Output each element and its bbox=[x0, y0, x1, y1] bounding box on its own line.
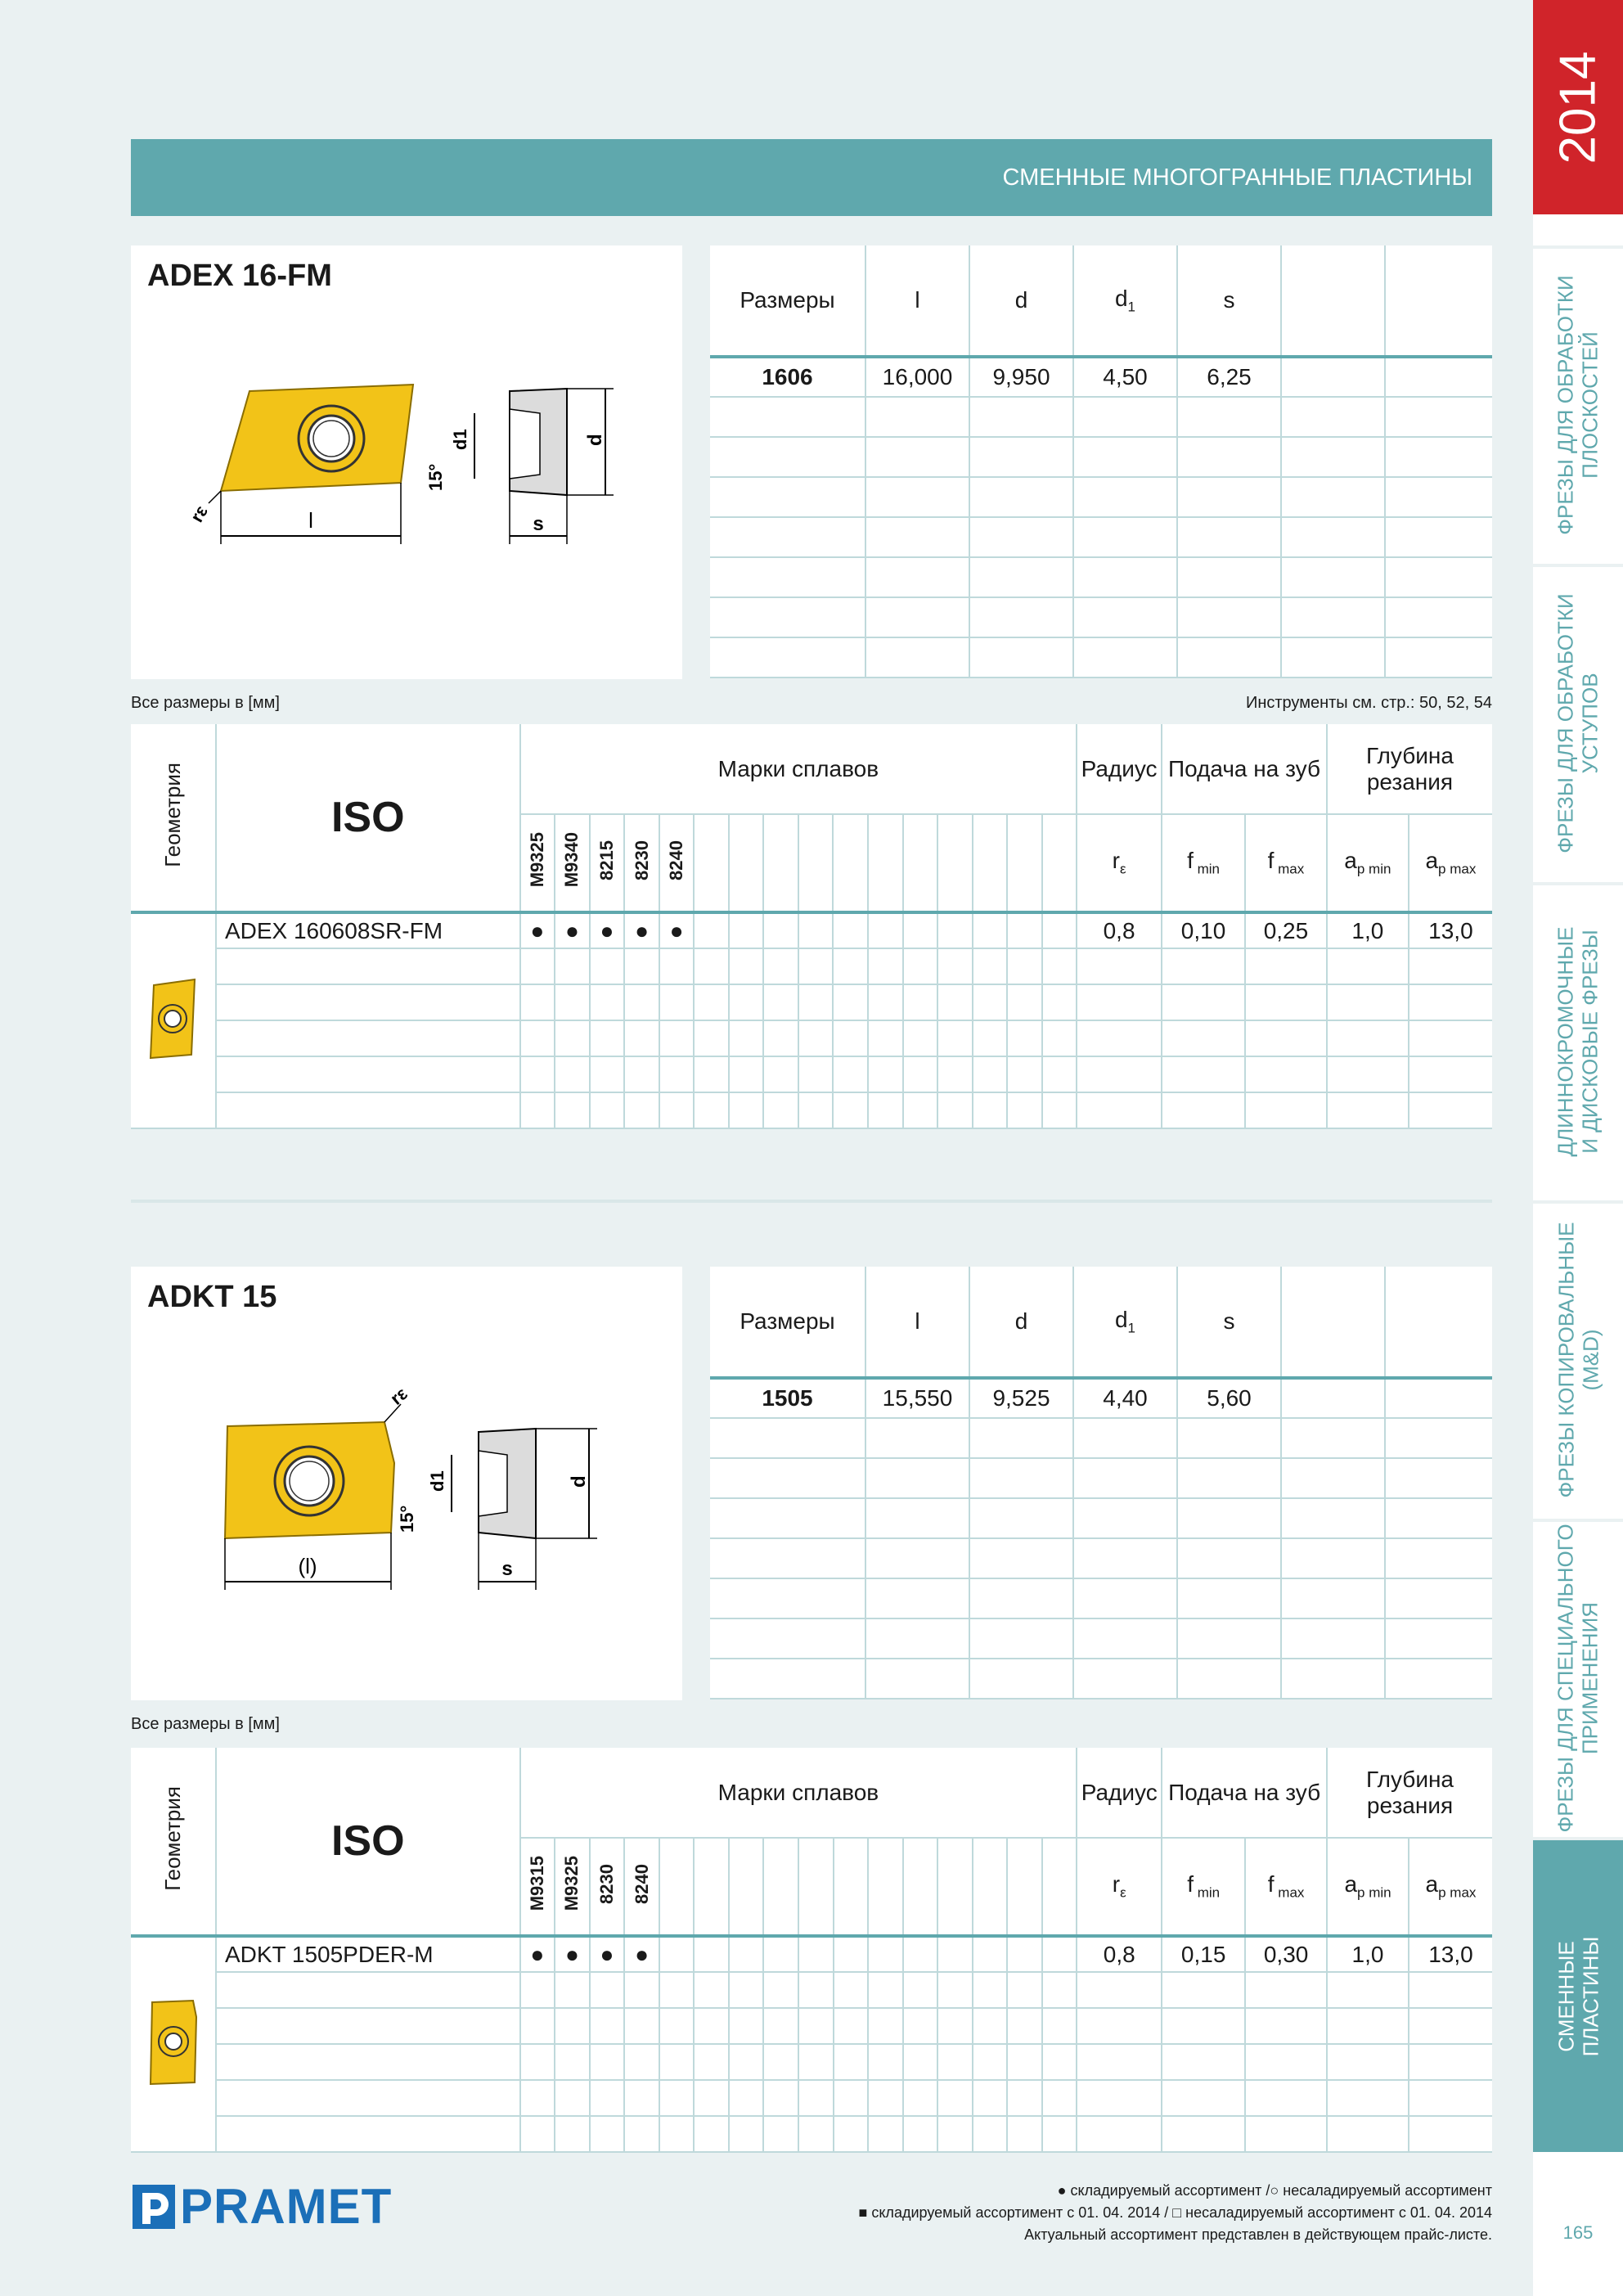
dim-cell: 16,000 bbox=[865, 357, 969, 397]
section-header-title: СМЕННЫЕ МНОГОГРАННЫЕ ПЛАСТИНЫ bbox=[1002, 164, 1472, 191]
svg-text:d: d bbox=[584, 434, 606, 446]
insert-drawing bbox=[131, 1267, 682, 1700]
dim-header: s bbox=[1177, 1267, 1281, 1378]
product-title: ADEX 16-FM bbox=[147, 259, 332, 293]
iso-header: ISO bbox=[216, 1748, 520, 1936]
svg-text:15°: 15° bbox=[397, 1505, 417, 1533]
grade-col: 8215 bbox=[590, 814, 625, 912]
svg-text:l: l bbox=[308, 508, 313, 533]
insert-thumbnail bbox=[131, 1936, 216, 2152]
sidebar bbox=[1533, 0, 1623, 2296]
grade-col: 8240 bbox=[659, 814, 695, 912]
dim-cell: 5,60 bbox=[1177, 1378, 1281, 1418]
insert-drawing-panel bbox=[131, 1267, 682, 1700]
grade-col: 8240 bbox=[624, 1838, 659, 1936]
svg-text:s: s bbox=[501, 1558, 513, 1580]
svg-text:15°: 15° bbox=[425, 463, 446, 491]
svg-text:(l): (l) bbox=[298, 1554, 317, 1578]
grade-col: M9325 bbox=[555, 1838, 590, 1936]
grades-header: Марки сплавов bbox=[520, 1748, 1077, 1838]
units-note: Все размеры в [мм] bbox=[131, 694, 280, 712]
depth-header: Глубина резания bbox=[1327, 1748, 1492, 1838]
apmax-subheader: $a_{p max}$ bbox=[1409, 1838, 1492, 1936]
tab-face-milling[interactable]: ФРЕЗЫ ДЛЯ ОБРАБОТКИ ПЛОСКОСТЕЙ bbox=[1533, 245, 1623, 560]
dim-header: l bbox=[865, 245, 969, 357]
apmin-subheader: $a_{p min}$ bbox=[1327, 814, 1409, 912]
table-row: ADEX 160608SR-FM ● ● ● ● ● 0,8 0,10 0,25 1,0 13,0 bbox=[131, 912, 1492, 948]
r-subheader: $r_\varepsilon$ bbox=[1077, 1838, 1162, 1936]
feed-header: Подача на зуб bbox=[1162, 1748, 1327, 1838]
svg-text:rε: rε bbox=[186, 502, 212, 526]
grade-col: M9315 bbox=[520, 1838, 555, 1936]
grade-col: M9325 bbox=[520, 814, 555, 912]
product-title: ADKT 15 bbox=[147, 1280, 277, 1314]
depth-header: Глубина резания bbox=[1327, 724, 1492, 814]
tab-long-edge-cutters[interactable]: ДЛИННОКРОМОЧНЫЕ И ДИСКОВЫЕ ФРЕЗЫ bbox=[1533, 882, 1623, 1197]
dim-cell: 4,40 bbox=[1073, 1378, 1177, 1418]
grades-table bbox=[131, 1748, 1492, 2153]
dim-cell: 6,25 bbox=[1177, 357, 1281, 397]
dim-header: $d_1$ bbox=[1073, 1267, 1177, 1378]
dim-header: d bbox=[969, 1267, 1073, 1378]
dim-cell: 9,525 bbox=[969, 1378, 1073, 1418]
dim-header: s bbox=[1177, 245, 1281, 357]
insert-code: ADEX 160608SR-FM bbox=[216, 912, 520, 948]
svg-text:d1: d1 bbox=[450, 429, 470, 450]
pramet-logo-icon bbox=[131, 2183, 177, 2231]
tab-special-milling[interactable]: ФРЕЗЫ ДЛЯ СПЕЦИАЛЬНОГО ПРИМЕНЕНИЯ bbox=[1533, 1519, 1623, 1834]
dim-cell: 4,50 bbox=[1073, 357, 1177, 397]
apmin-subheader: $a_{p min}$ bbox=[1327, 1838, 1409, 1936]
tab-copy-milling[interactable]: ФРЕЗЫ КОПИРОВАЛЬНЫЕ (M&D) bbox=[1533, 1200, 1623, 1515]
grades-header: Марки сплавов bbox=[520, 724, 1077, 814]
svg-text:d: d bbox=[568, 1475, 590, 1488]
dim-cell: 15,550 bbox=[865, 1378, 969, 1418]
grade-col: 8230 bbox=[624, 814, 659, 912]
dim-size-code: 1606 bbox=[710, 357, 865, 397]
legend-line-1: ● складируемый ассортимент /○ несаладируемый ассортимент bbox=[1057, 2182, 1492, 2199]
dim-header: d bbox=[969, 245, 1073, 357]
fmin-subheader: f $_{min}$ bbox=[1162, 1838, 1245, 1936]
dim-cell: 9,950 bbox=[969, 357, 1073, 397]
page-number: 165 bbox=[1562, 2222, 1594, 2243]
geometry-header: Геометрия bbox=[131, 724, 216, 912]
insert-drawing-panel bbox=[131, 245, 682, 679]
dim-header: l bbox=[865, 1267, 969, 1378]
units-note: Все размеры в [мм] bbox=[131, 1715, 280, 1733]
dim-header: $d_1$ bbox=[1073, 245, 1177, 357]
fmax-subheader: f $_{max}$ bbox=[1245, 814, 1327, 912]
pramet-logo: PRAMET bbox=[131, 2178, 392, 2235]
footer-legend bbox=[858, 2180, 1492, 2246]
section-header-bar bbox=[131, 139, 1492, 216]
year-badge: 2014 bbox=[1533, 0, 1623, 214]
iso-header: ISO bbox=[216, 724, 520, 912]
tools-reference: Инструменты см. стр.: 50, 52, 54 bbox=[1245, 694, 1492, 712]
svg-text:s: s bbox=[533, 513, 544, 535]
radius-header: Радиус bbox=[1077, 1748, 1162, 1838]
apmax-subheader: $a_{p max}$ bbox=[1409, 814, 1492, 912]
insert-code: ADKT 1505PDER-M bbox=[216, 1936, 520, 1972]
dimensions-table bbox=[710, 1267, 1492, 1699]
section-separator bbox=[131, 1200, 1492, 1203]
tab-shoulder-milling[interactable]: ФРЕЗЫ ДЛЯ ОБРАБОТКИ УСТУПОВ bbox=[1533, 564, 1623, 879]
feed-header: Подача на зуб bbox=[1162, 724, 1327, 814]
grade-col: M9340 bbox=[555, 814, 590, 912]
dim-header: Размеры bbox=[710, 1267, 865, 1378]
geometry-header: Геометрия bbox=[131, 1748, 216, 1936]
dim-header: Размеры bbox=[710, 245, 865, 357]
r-subheader: $r_\varepsilon$ bbox=[1077, 814, 1162, 912]
svg-text:rε: rε bbox=[386, 1383, 411, 1409]
dimensions-table bbox=[710, 245, 1492, 678]
table-row: ADKT 1505PDER-M ● ● ● ● 0,8 0,15 0,30 1,0 13,0 bbox=[131, 1936, 1492, 1972]
legend-line-3: Актуальный ассортимент представлен в действующем прайс-листе. bbox=[1024, 2226, 1492, 2243]
grade-col: 8230 bbox=[590, 1838, 625, 1936]
tab-inserts[interactable]: СМЕННЫЕ ПЛАСТИНЫ bbox=[1533, 1837, 1623, 2152]
grades-table bbox=[131, 724, 1492, 1129]
fmin-subheader: f $_{min}$ bbox=[1162, 814, 1245, 912]
dim-size-code: 1505 bbox=[710, 1378, 865, 1418]
radius-header: Радиус bbox=[1077, 724, 1162, 814]
fmax-subheader: f $_{max}$ bbox=[1245, 1838, 1327, 1936]
legend-line-2: ■ складируемый ассортимент с 01. 04. 2014 / □ несаладируемый ассортимент с 01. 04. 2014 bbox=[858, 2204, 1492, 2221]
insert-drawing bbox=[131, 245, 682, 679]
insert-thumbnail bbox=[131, 912, 216, 1128]
svg-text:d1: d1 bbox=[427, 1470, 447, 1492]
